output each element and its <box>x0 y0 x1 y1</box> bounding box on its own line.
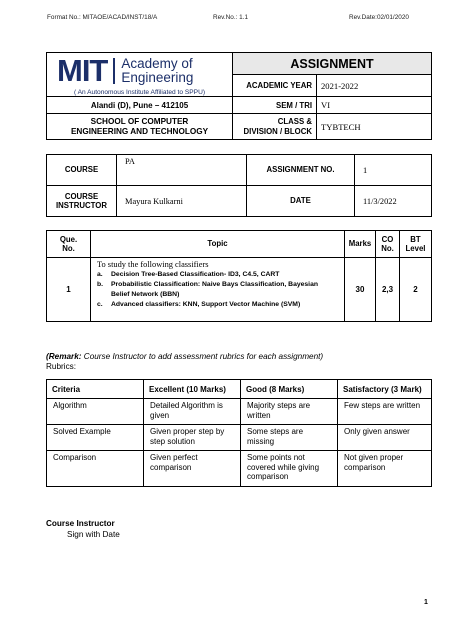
logo-line-1: Academy of <box>121 56 193 71</box>
instructor-value: Mayura Kulkarni <box>117 186 247 217</box>
rubric-cell: Given perfect comparison <box>144 451 241 487</box>
rubric-header-criteria: Criteria <box>47 380 144 399</box>
class-label-line-2: DIVISION / BLOCK <box>243 126 312 136</box>
list-item-text: Advanced classifiers: KNN, Support Vector Machine (SVM) <box>111 301 301 308</box>
table-row <box>47 399 432 425</box>
sem-label: SEM / TRI <box>233 97 317 114</box>
list-item-text: Probabilistic Classification: Naive Bays Classification, Bayesian Belief Network (BBN) <box>111 281 319 298</box>
institute-logo <box>47 53 232 88</box>
bt-header-line-2: Level <box>405 244 426 253</box>
question-topic <box>91 258 345 322</box>
que-header-line-1: Que. <box>59 234 78 244</box>
course-table <box>46 154 432 217</box>
instructor-label <box>47 186 117 217</box>
list-item-label: c. <box>97 301 103 308</box>
rubric-header-good: Good (8 Marks) <box>241 380 338 399</box>
date-label: DATE <box>247 186 355 217</box>
rubric-cell: Only given answer <box>338 425 432 451</box>
academic-year-label: ACADEMIC YEAR <box>233 75 317 97</box>
header-topic: Topic <box>91 231 345 258</box>
questions-table <box>46 230 432 322</box>
que-header-line-2: No. <box>62 244 75 253</box>
class-label <box>233 114 317 140</box>
remark-text: Course Instructor to add assessment rubrics for each assignment) <box>81 352 324 361</box>
page-number: 1 <box>424 599 428 606</box>
header-que-no <box>47 231 91 258</box>
revision-date: Rev.Date:02/01/2020 <box>349 14 409 21</box>
rubric-cell: Given proper step by step solution <box>144 425 241 451</box>
rubric-cell: Detailed Algorithm is given <box>144 399 241 425</box>
question-marks: 30 <box>345 258 376 322</box>
list-item-text: Decision Tree-Based Classification- ID3, C4.5, CART <box>111 271 280 278</box>
logo-divider <box>113 58 115 84</box>
sem-value: VI <box>317 97 432 114</box>
rubric-cell: Solved Example <box>47 425 144 451</box>
course-label: COURSE <box>47 155 117 186</box>
assignment-title: ASSIGNMENT <box>233 53 432 75</box>
list-item-label: b. <box>97 281 104 288</box>
school-line-1: SCHOOL OF COMPUTER <box>90 116 189 126</box>
assignment-no-value: 1 <box>355 155 432 186</box>
question-co: 2,3 <box>376 258 400 322</box>
school-line-2: ENGINEERING AND TECHNOLOGY <box>70 126 209 136</box>
remark-note <box>46 352 323 361</box>
co-header-line-2: No. <box>381 244 394 253</box>
logo-mit: MIT <box>57 53 108 88</box>
topic-list <box>97 270 338 310</box>
list-item <box>97 280 338 300</box>
rubric-cell: Some steps are missing <box>241 425 338 451</box>
instructor-label-line-1: COURSE <box>64 191 99 201</box>
course-instructor-label: Course Instructor <box>46 519 115 528</box>
school-name <box>47 114 233 140</box>
topic-heading: To study the following classifiers <box>97 260 209 269</box>
address: Alandi (D), Pune – 412105 <box>47 97 233 114</box>
bt-header-line-1: BT <box>410 234 421 244</box>
rubric-cell: Some points not covered while giving comparison <box>241 451 338 487</box>
header-bt-level <box>400 231 432 258</box>
question-number: 1 <box>47 258 91 322</box>
co-header-line-1: CO <box>381 234 394 244</box>
header-marks: Marks <box>345 231 376 258</box>
table-row <box>47 451 432 487</box>
instructor-label-line-2: INSTRUCTOR <box>56 201 107 210</box>
date-value: 11/3/2022 <box>355 186 432 217</box>
header-table <box>46 52 432 140</box>
format-number: Format No.: MITAOE/ACAD/INST/18/A <box>47 14 158 21</box>
assignment-no-label: ASSIGNMENT NO. <box>247 155 355 186</box>
list-item-label: a. <box>97 271 103 278</box>
question-bt: 2 <box>400 258 432 322</box>
logo-cell <box>47 53 233 97</box>
list-item <box>97 270 338 280</box>
remark-prefix: (Remark: <box>46 352 82 361</box>
rubrics-label: Rubrics: <box>46 362 77 371</box>
rubric-cell: Few steps are written <box>338 399 432 425</box>
table-row <box>47 425 432 451</box>
rubric-cell: Not given proper comparison <box>338 451 432 487</box>
logo-line-2: Engineering <box>121 70 194 85</box>
logo-wordmark <box>121 57 193 85</box>
class-label-line-1: CLASS & <box>277 117 312 126</box>
rubric-cell: Majority steps are written <box>241 399 338 425</box>
rubric-header-excellent: Excellent (10 Marks) <box>144 380 241 399</box>
sign-with-date: Sign with Date <box>67 530 120 539</box>
header-co-no <box>376 231 400 258</box>
academic-year-value: 2021-2022 <box>317 75 432 97</box>
course-value: PA <box>117 155 247 186</box>
rubrics-table <box>46 379 432 487</box>
rubric-cell: Algorithm <box>47 399 144 425</box>
rubric-header-satisfactory: Satisfactory (3 Mark) <box>338 380 432 399</box>
revision-number: Rev.No.: 1.1 <box>213 14 249 21</box>
autonomous-note: ( An Autonomous Institute Affiliated to SPPU) <box>73 89 206 96</box>
list-item <box>97 300 338 310</box>
question-row <box>47 258 432 322</box>
class-value: TYBTECH <box>317 114 432 140</box>
rubric-cell: Comparison <box>47 451 144 487</box>
